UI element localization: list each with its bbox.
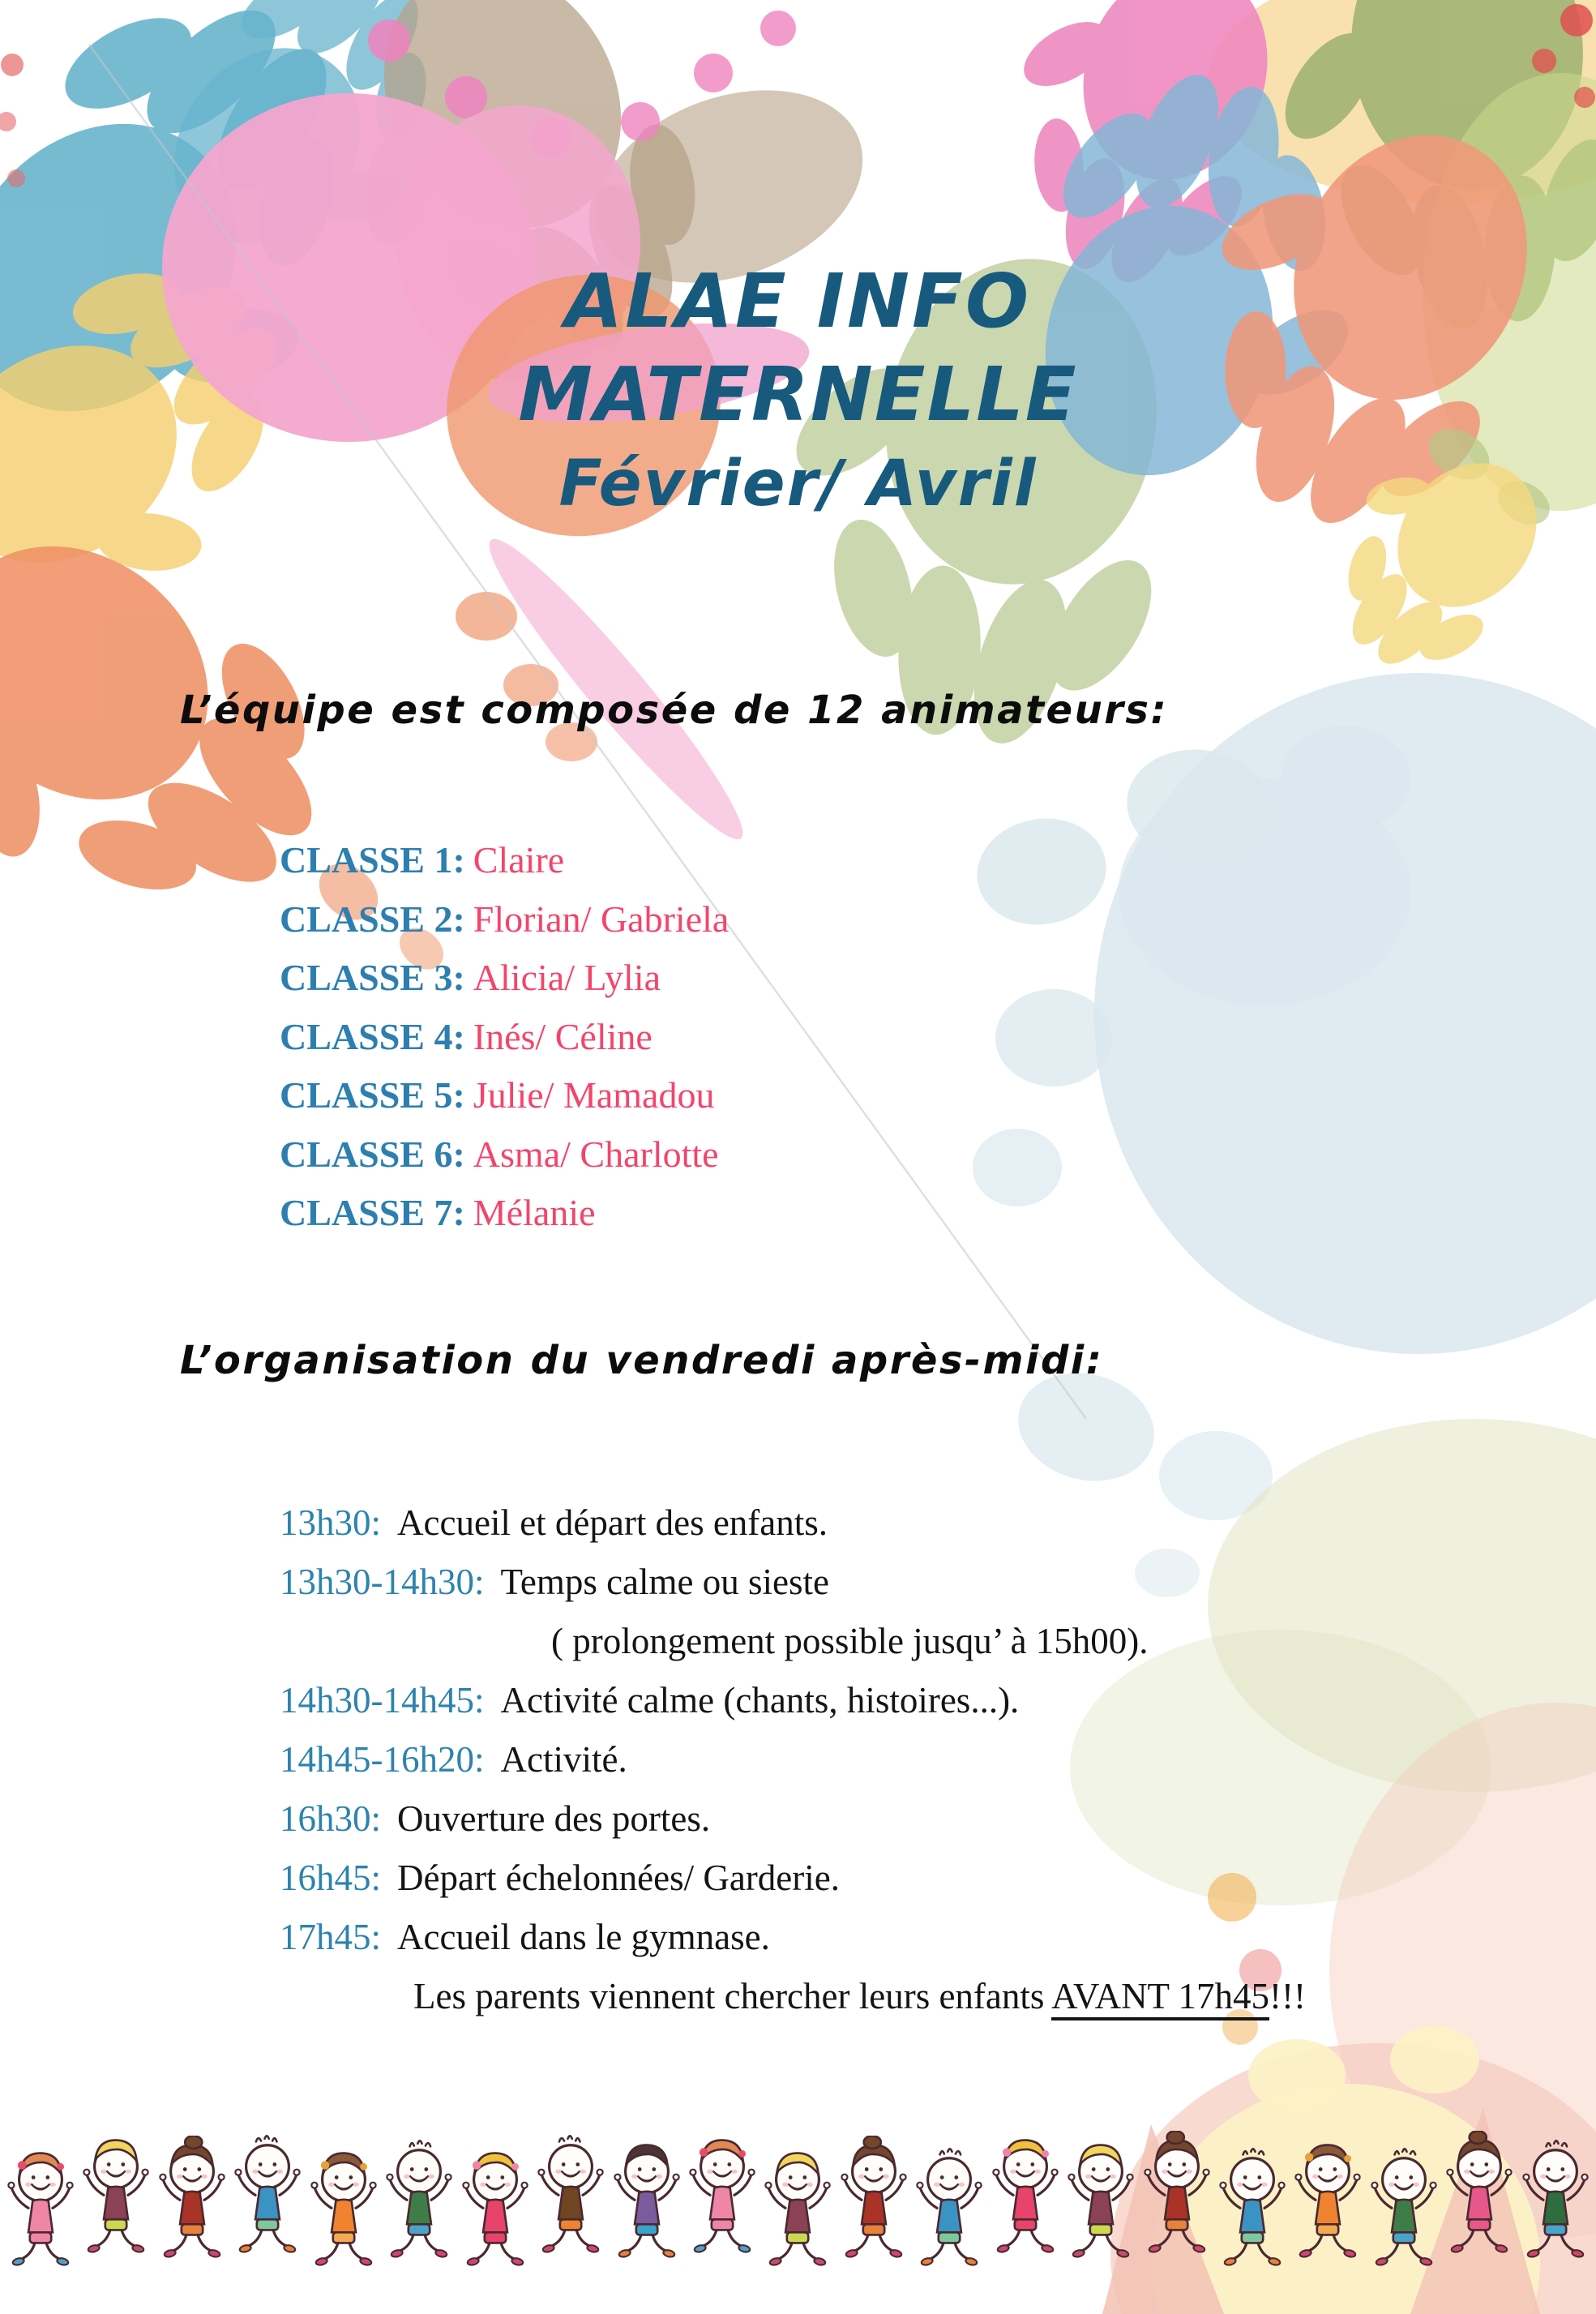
closing-note-underlined: AVANT 17h45 bbox=[1051, 1976, 1269, 2020]
child-figure-icon bbox=[535, 2131, 606, 2264]
schedule-time: 14h30-14h45: bbox=[280, 1680, 485, 1721]
schedule-time: 14h45-16h20: bbox=[280, 1739, 485, 1780]
class-label: CLASSE 7: bbox=[280, 1192, 465, 1233]
child-figure-icon bbox=[1217, 2144, 1288, 2277]
child-figure-icon bbox=[1444, 2131, 1515, 2264]
poster-title bbox=[0, 259, 1596, 520]
class-row bbox=[280, 1125, 729, 1185]
child-illustration bbox=[460, 2144, 531, 2281]
schedule-time: 13h30-14h30: bbox=[280, 1562, 485, 1602]
class-names: Florian/ Gabriela bbox=[473, 898, 730, 940]
child-illustration bbox=[308, 2144, 379, 2281]
child-figure-icon bbox=[914, 2144, 985, 2277]
child-illustration bbox=[687, 2131, 758, 2268]
child-figure-icon bbox=[5, 2144, 76, 2277]
child-figure-icon bbox=[232, 2131, 303, 2264]
child-figure-icon bbox=[383, 2136, 455, 2269]
child-figure-icon bbox=[1292, 2136, 1363, 2269]
class-row bbox=[280, 949, 729, 1008]
class-row bbox=[280, 890, 729, 949]
class-names: Alicia/ Lylia bbox=[473, 957, 661, 998]
child-figure-icon bbox=[762, 2144, 833, 2277]
closing-note-suffix: !!! bbox=[1269, 1976, 1306, 2016]
class-names: Claire bbox=[473, 839, 565, 881]
child-figure-icon bbox=[838, 2136, 909, 2269]
child-illustration bbox=[156, 2136, 228, 2273]
child-figure-icon bbox=[460, 2144, 531, 2277]
child-figure-icon bbox=[1520, 2136, 1591, 2269]
class-list bbox=[280, 831, 729, 1243]
schedule-rows bbox=[280, 1493, 1306, 1967]
schedule-row bbox=[280, 1730, 1306, 1789]
child-illustration bbox=[611, 2136, 682, 2273]
closing-note bbox=[413, 1967, 1306, 2026]
child-figure-icon bbox=[1368, 2144, 1440, 2277]
child-illustration bbox=[232, 2131, 303, 2268]
class-label: CLASSE 2: bbox=[280, 898, 465, 940]
schedule-row bbox=[280, 1671, 1306, 1730]
class-row bbox=[280, 1008, 729, 1067]
class-label: CLASSE 1: bbox=[280, 839, 465, 881]
child-illustration bbox=[1065, 2136, 1136, 2273]
child-figure-icon bbox=[80, 2131, 152, 2264]
class-row bbox=[280, 1184, 729, 1243]
schedule-time: 16h45: bbox=[280, 1858, 382, 1898]
schedule-text: Temps calme ou sieste bbox=[500, 1562, 829, 1602]
schedule-row bbox=[280, 1553, 1306, 1612]
schedule-text: Accueil et départ des enfants. bbox=[397, 1502, 828, 1543]
schedule-text: ( prolongement possible jusqu’ à 15h00). bbox=[551, 1621, 1149, 1661]
schedule-row bbox=[280, 1908, 1306, 1967]
schedule-row bbox=[280, 1612, 1306, 1671]
closing-note-prefix: Les parents viennent chercher leurs enfants bbox=[413, 1976, 1052, 2016]
schedule-time: 16h30: bbox=[280, 1798, 382, 1839]
child-illustration bbox=[535, 2131, 606, 2268]
child-illustration bbox=[1368, 2144, 1440, 2281]
child-figure-icon bbox=[156, 2136, 228, 2269]
schedule-time: 13h30: bbox=[280, 1502, 382, 1543]
schedule-time: 17h45: bbox=[280, 1917, 382, 1957]
child-figure-icon bbox=[687, 2131, 758, 2264]
child-illustration bbox=[1520, 2136, 1591, 2273]
schedule-text: Accueil dans le gymnase. bbox=[397, 1917, 770, 1957]
child-illustration bbox=[80, 2131, 152, 2268]
organisation-heading: L’organisation du vendredi après-midi: bbox=[180, 1338, 1104, 1383]
child-illustration bbox=[1444, 2131, 1515, 2268]
class-label: CLASSE 5: bbox=[280, 1074, 465, 1116]
child-figure-icon bbox=[1141, 2131, 1213, 2264]
class-label: CLASSE 4: bbox=[280, 1015, 465, 1057]
schedule-section bbox=[280, 1493, 1306, 2026]
class-names: Mélanie bbox=[473, 1192, 596, 1233]
child-figure-icon bbox=[611, 2136, 682, 2269]
poster-title-line1: ALAE INFO bbox=[564, 258, 1032, 345]
child-illustration bbox=[1141, 2131, 1213, 2268]
child-illustration bbox=[838, 2136, 909, 2273]
class-row bbox=[280, 1066, 729, 1125]
team-heading: L’équipe est composée de 12 animateurs: bbox=[180, 688, 1169, 733]
child-figure-icon bbox=[1065, 2136, 1136, 2269]
schedule-text: Départ échelonnées/ Garderie. bbox=[397, 1858, 840, 1898]
schedule-text: Activité. bbox=[500, 1739, 627, 1780]
child-illustration bbox=[1217, 2144, 1288, 2281]
poster-title-line2: MATERNELLE bbox=[518, 351, 1078, 439]
child-illustration bbox=[914, 2144, 985, 2281]
schedule-row bbox=[280, 1493, 1306, 1553]
class-label: CLASSE 3: bbox=[280, 957, 465, 998]
class-names: Asma/ Charlotte bbox=[473, 1133, 719, 1175]
child-illustration bbox=[1292, 2136, 1363, 2273]
child-illustration bbox=[383, 2136, 455, 2273]
schedule-text: Ouverture des portes. bbox=[397, 1798, 711, 1839]
class-label: CLASSE 6: bbox=[280, 1133, 465, 1175]
child-illustration bbox=[990, 2131, 1061, 2268]
poster-subtitle: Février/ Avril bbox=[558, 448, 1038, 521]
children-strip bbox=[0, 2131, 1596, 2293]
schedule-row bbox=[280, 1849, 1306, 1908]
class-names: Inés/ Céline bbox=[473, 1015, 653, 1057]
child-figure-icon bbox=[990, 2131, 1061, 2264]
schedule-text: Activité calme (chants, histoires...). bbox=[500, 1680, 1020, 1721]
child-figure-icon bbox=[308, 2144, 379, 2277]
child-illustration bbox=[5, 2144, 76, 2281]
class-names: Julie/ Mamadou bbox=[473, 1074, 715, 1116]
class-row bbox=[280, 831, 729, 890]
schedule-row bbox=[280, 1789, 1306, 1849]
child-illustration bbox=[762, 2144, 833, 2281]
